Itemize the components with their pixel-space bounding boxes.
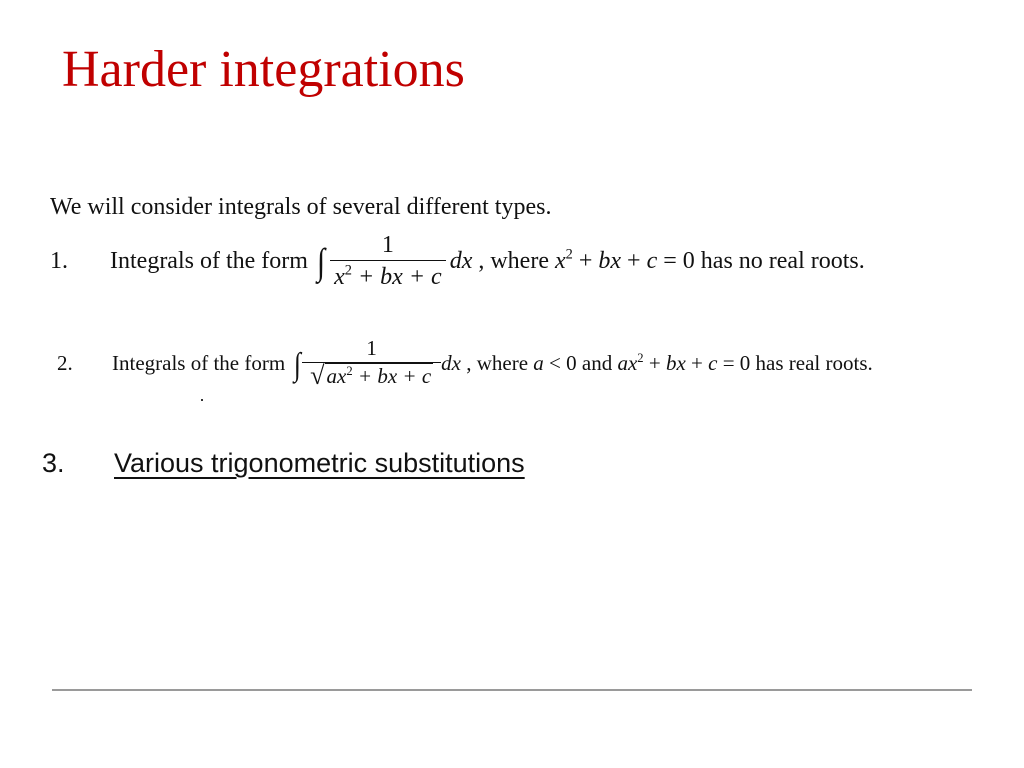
list-item-1 [50,228,865,294]
denominator: $x^2$ + bx + c [330,260,446,292]
differential: dx [441,350,461,375]
where-text: , where [460,350,534,375]
square-root [310,360,433,390]
numerator: 1 [302,336,441,362]
radicand: $ax^2$ + bx + c [326,363,432,388]
sqrt-symbol: √ [310,360,325,390]
intro-text: We will consider integrals of several different types. [50,194,552,220]
integral-sign: ∫ [294,346,302,383]
item-number: 1. [50,247,68,274]
stray-mark [201,399,203,401]
condition: a < 0 and $ax^2$ + bx + c = 0 has real roots. [533,350,873,375]
integral-sign: ∫ [316,242,326,284]
footer-divider [52,689,972,691]
item-lead: Integrals of the form [110,247,308,274]
numerator: 1 [381,231,394,258]
list-item-3 [42,448,525,479]
condition: $x^2$ + bx + c = 0 has no real roots. [554,246,865,274]
differential: dx [449,247,473,274]
item-label: Various trigonometric substitutions [114,448,525,478]
denominator [306,360,437,390]
fraction [306,336,437,389]
item-number: 2. [57,350,73,375]
item-lead: Integrals of the form [112,350,286,375]
fraction [330,231,446,292]
slide-title: Harder integrations [62,41,465,98]
where-text: , where [472,247,555,274]
list-item-2 [57,330,873,396]
item-number: 3. [42,448,65,478]
